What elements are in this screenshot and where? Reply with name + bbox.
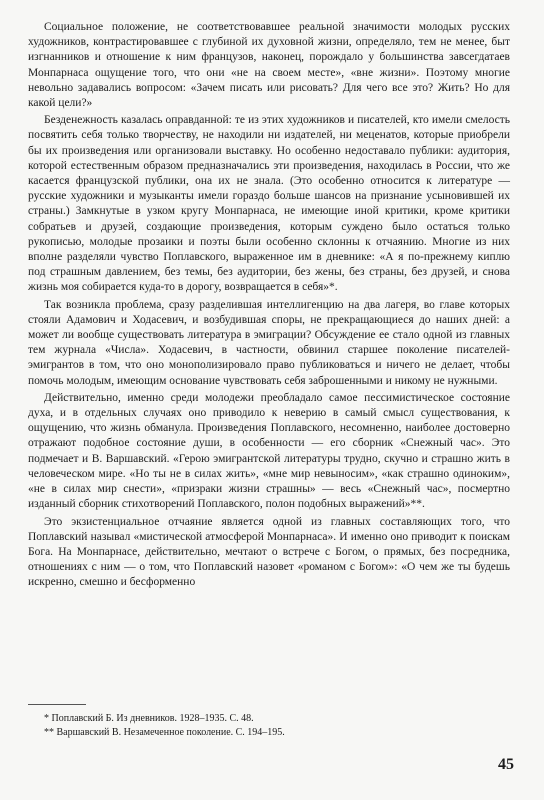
paragraph-4: Действительно, именно среди молодежи преобладало самое пессимистическое состояние духа, и в отдельных случаях оно приводило к неверию в самый смысл существования, к ощущению, что жизнь обманула. Произведения Поплавского, несомненно, наиболее достоверно отражают подобное состояние души, в особенности — его сборник «Снежный час». Это подмечает и В. Варшавский. «Герою эмигрантской литературы трудно, скучно и страшно жить в человеческом мире. «Но ты не в силах жить», «мне мир невыносим», «как страшно одиноким», «не в силах мир снести», «призраки жизни страшны» — весь «Снежный час», посмертно изданный сборник стихотворений Поплавского, полон подобных выражений»**.	[28, 391, 510, 511]
footnote-divider	[28, 704, 86, 705]
body-text	[28, 20, 510, 591]
footnotes	[44, 712, 510, 740]
paragraph-5: Это экзистенциальное отчаяние является одной из главных составляющих того, что Поплавский называл «мистической атмосферой Монпарнаса». И именно оно приводит к поискам Бога. На Монпарнасе, действительно, мечтают о встрече с Богом, о прямых, без посредника, отношениях с ним — о том, что Поплавский назовет «романом с Богом»: «О чем же ты будешь искренно, смешно и бесформенно	[28, 515, 510, 589]
footnote-1: * Поплавский Б. Из дневников. 1928–1935. С. 48.	[44, 713, 254, 724]
paragraph-3: Так возникла проблема, сразу разделившая интеллигенцию на два лагеря, во главе которых стояли Адамович и Ходасевич, и возбудившая споры, не прекращающиеся до наших дней: а может ли вообще существовать литература в эмиграции? Обсуждение ее стало одной из главных тем журнала «Числа». Ходасевич, в частности, обвинил старшее поколение писателей-эмигрантов в том, что оно монополизировало право публиковаться и ничего не делает, чтобы помочь молодым, имеющим основание чувствовать себя заброшенными и никому не нужными.	[28, 298, 510, 387]
paragraph-2: Безденежность казалась оправданной: те из этих художников и писателей, кто имели смелость посвятить себя только творчеству, не находили ни издателей, ни меценатов, которые приобрели бы их произведения или организовали выставку. Но особенно недоставало публики: аудитория, которой естественным образом предназначались эти произведения, находилась в России, что же касается французской публики, она их не знала. (Это особенно относится к литературе — русские художники и музыканты имели гораздо больше шансов на признание усыновившей их страны.) Замкнутые в узком кругу Монпарнаса, не имеющие иной критики, кроме критики собратьев и друзей, создающие произведения, которым суждено было остаться только рукописью, молодые прозаики и поэты были особенно склонны к отчаянию. Многие из них вполне разделяли чувство Поплавского, выраженное им в дневнике: «А я по-прежнему киплю под страшным давлением, без темы, без аудитории, без жены, без страны, без друзей, и снова жизнь моя собирается куда-то в дорогу, возвращается в себя»*.	[28, 114, 510, 294]
footnote-2: ** Варшавский В. Незамеченное поколение. С. 194–195.	[44, 727, 285, 738]
page-number: 45	[498, 756, 514, 773]
paragraph-1: Социальное положение, не соответствовавшее реальной значимости молодых русских художников, контрастировавшее с глубиной их духовной жизни, определяло, тем не менее, быт изгнанников и отношение к ним французов, наконец, порождало у большинства завсегдатаев Монпарнаса ощущение того, что они «не на своем месте», «вне жизни». Поэтому многие невольно задавались вопросом: «Зачем писать или рисовать? Для чего все это? Жить? Но для какой цели?»	[28, 21, 510, 110]
